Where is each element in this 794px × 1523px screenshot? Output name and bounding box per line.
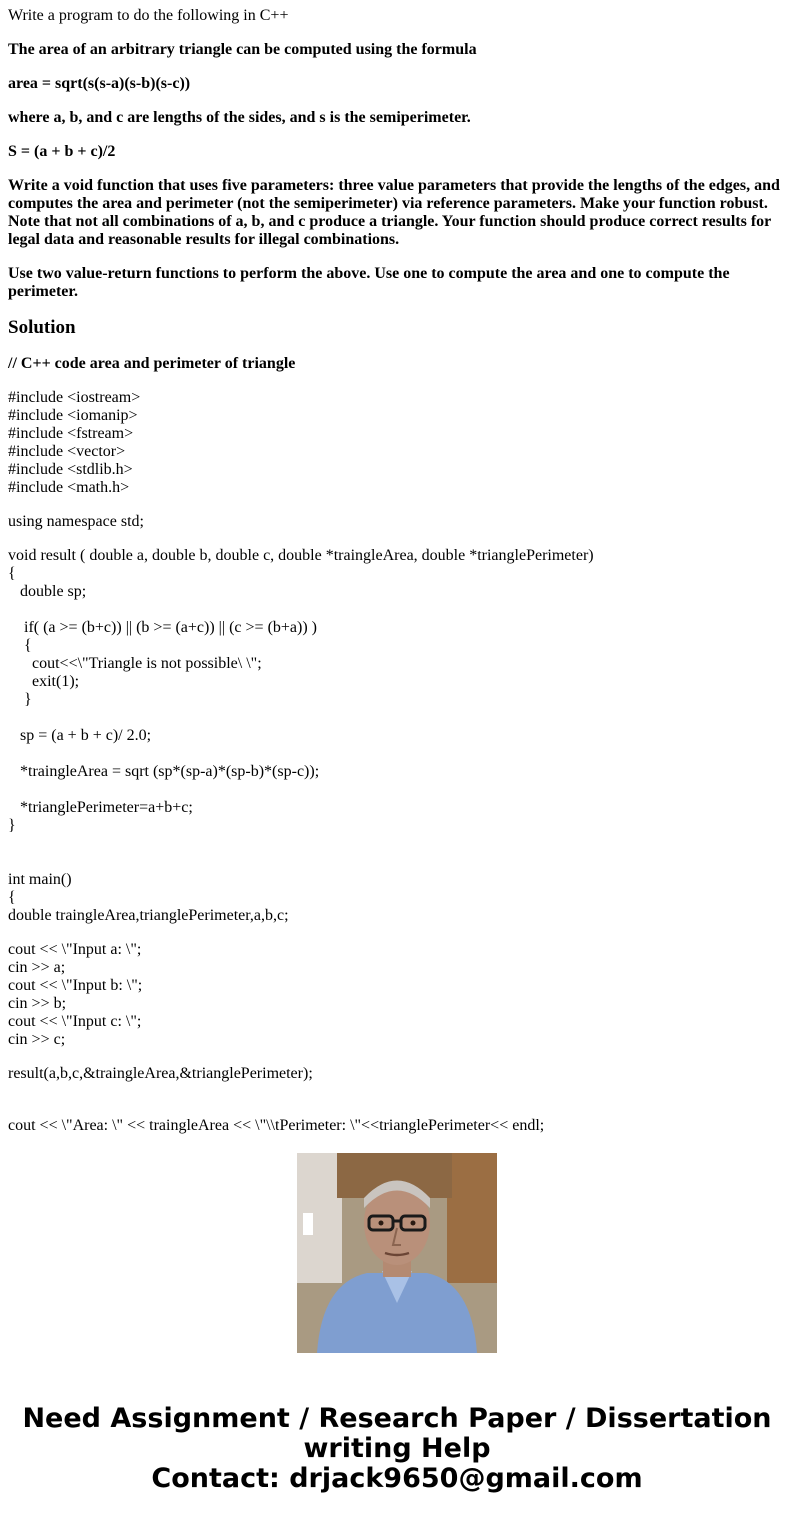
code-line	[8, 745, 786, 763]
code-line: #include <fstream>	[8, 425, 134, 442]
code-comment: // C++ code area and perimeter of triangle	[8, 355, 296, 372]
code-line: {	[8, 565, 16, 582]
code-line: {	[8, 889, 16, 906]
code-line: exit(1);	[8, 673, 80, 690]
code-line: cout<<\"Triangle is not possible\ \";	[8, 655, 262, 672]
code-line: cout << \"Input a: \";	[8, 941, 142, 958]
code-line: #include <iomanip>	[8, 407, 138, 424]
code-line: double traingleArea,trianglePerimeter,a,b,c;	[8, 907, 289, 924]
code-line: }	[8, 691, 32, 708]
document-content	[8, 7, 786, 1134]
code-line: if( (a >= (b+c)) || (b >= (a+c)) || (c >= (b+a)) )	[8, 619, 317, 636]
question-formula-intro: The area of an arbitrary triangle can be computed using the formula	[8, 41, 477, 58]
code-output-line: cout << \"Area: \" << traingleArea << \"\\tPerimeter: \"<<trianglePerimeter<< endl;	[8, 1117, 545, 1134]
code-line: #include <iostream>	[8, 389, 141, 406]
author-photo	[297, 1153, 497, 1353]
code-line: double sp;	[8, 583, 87, 600]
code-line: #include <stdlib.h>	[8, 461, 133, 478]
code-line: *traingleArea = sqrt (sp*(sp-a)*(sp-b)*(sp-c));	[8, 763, 320, 780]
code-line	[8, 781, 786, 799]
code-line	[8, 853, 786, 871]
code-line: cout << \"Input b: \";	[8, 977, 143, 994]
promo-contact: Contact: drjack9650@gmail.com	[151, 1463, 643, 1494]
question-variables: where a, b, and c are lengths of the sides, and s is the semiperimeter.	[8, 109, 471, 126]
code-line: #include <vector>	[8, 443, 126, 460]
author-photo-illustration	[297, 1153, 497, 1353]
code-line: sp = (a + b + c)/ 2.0;	[8, 727, 152, 744]
question-intro: Write a program to do the following in C++	[8, 7, 289, 24]
code-line: }	[8, 817, 16, 834]
code-includes	[8, 389, 786, 497]
code-function-and-main	[8, 547, 786, 925]
promo-line-1: Need Assignment / Research Paper / Dissertation	[22, 1403, 772, 1434]
code-line: cout << \"Input c: \";	[8, 1013, 142, 1030]
code-line	[8, 835, 786, 853]
question-area-formula: area = sqrt(s(s-a)(s-b)(s-c))	[8, 75, 191, 92]
code-line: cin >> c;	[8, 1031, 66, 1048]
code-inputs	[8, 941, 786, 1049]
code-line: *trianglePerimeter=a+b+c;	[8, 799, 193, 816]
question-semiperimeter-formula: S = (a + b + c)/2	[8, 143, 116, 160]
promo-banner	[0, 1404, 794, 1494]
code-line: void result ( double a, double b, double c, double *traingleArea, double *trianglePerimeter)	[8, 547, 594, 564]
code-line: #include <math.h>	[8, 479, 130, 496]
question-void-function-task: Write a void function that uses five parameters: three value parameters that provide the lengths of the edges, and computes the area and perimeter (not the semiperimeter) via reference parameters. Make your function robust. Note that not all combinations of a, b, and c produce a triangle. Your function should produce correct results for legal data and reasonable results for illegal combinations.	[8, 177, 784, 248]
code-line	[8, 601, 786, 619]
code-line: int main()	[8, 871, 72, 888]
code-function-call: result(a,b,c,&traingleArea,&trianglePerimeter);	[8, 1065, 313, 1082]
code-line	[8, 709, 786, 727]
promo-line-2: writing Help	[303, 1433, 491, 1464]
code-line: {	[8, 637, 32, 654]
question-value-return-task: Use two value-return functions to perform the above. Use one to compute the area and one to compute the perimeter.	[8, 265, 734, 300]
code-line: cin >> a;	[8, 959, 66, 976]
code-line: cin >> b;	[8, 995, 67, 1012]
code-using-namespace: using namespace std;	[8, 513, 144, 530]
solution-heading: Solution	[8, 317, 76, 338]
